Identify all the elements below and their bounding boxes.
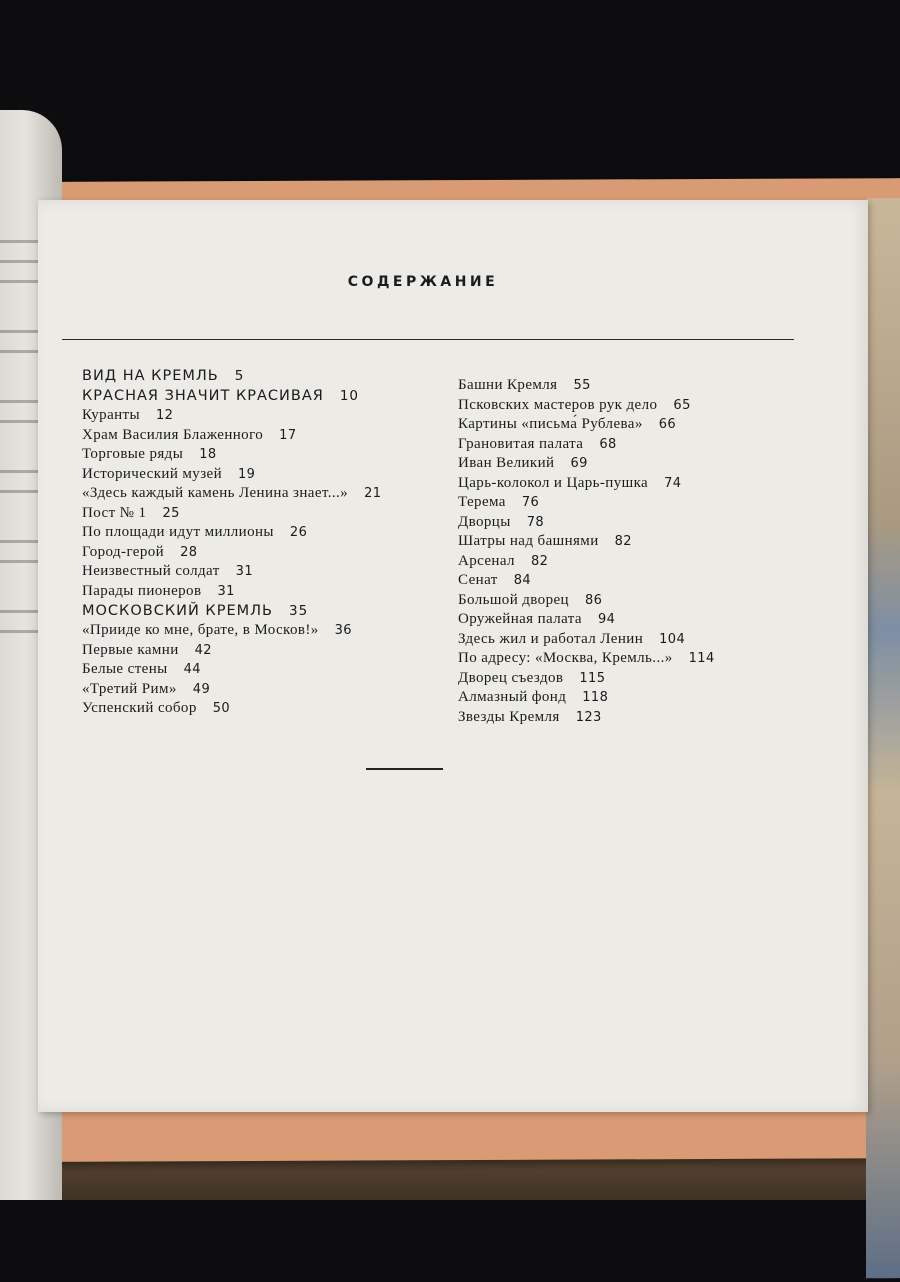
- toc-entry-page: 78: [526, 514, 545, 530]
- toc-entry-title: Арсенал: [458, 552, 515, 569]
- toc-entry: [82, 484, 381, 504]
- toc-entry-title: Здесь жил и работал Ленин: [458, 630, 644, 647]
- toc-entry-title: Дворец съездов: [458, 669, 564, 686]
- toc-entry: [458, 669, 715, 689]
- toc-entry-page: 55: [573, 378, 591, 393]
- title-rule: [62, 339, 794, 340]
- toc-entry-title: МОСКОВСКИЙ КРЕМЛЬ: [82, 603, 273, 619]
- toc-entry: [458, 571, 715, 591]
- toc-entry: [458, 415, 715, 435]
- toc-entry: [82, 386, 381, 406]
- toc-entry: [82, 406, 381, 426]
- toc-entry-page: 69: [570, 456, 588, 471]
- toc-entry: [82, 562, 381, 582]
- contents-page: [38, 200, 868, 1112]
- toc-entry-title: ВИД НА КРЕМЛЬ: [82, 368, 219, 384]
- toc-entry-page: 25: [162, 505, 180, 521]
- toc-entry-page: 26: [289, 525, 308, 540]
- toc-entry-title: Терема: [458, 494, 506, 510]
- toc-entry-page: 114: [688, 651, 715, 666]
- toc-entry: [458, 708, 715, 728]
- toc-entry-title: Большой дворец: [458, 591, 569, 608]
- toc-entry: [458, 376, 715, 396]
- toc-entry-page: 66: [658, 417, 677, 432]
- toc-entry-page: 12: [156, 408, 174, 423]
- toc-entry-title: Грановитая палата: [458, 435, 584, 452]
- toc-entry-title: Звезды Кремля: [458, 708, 560, 725]
- toc-entry: [82, 543, 381, 563]
- toc-entry-page: 123: [575, 709, 602, 725]
- toc-entry-page: 86: [584, 592, 603, 608]
- cover-edge: [866, 198, 900, 1278]
- toc-entry: [458, 493, 715, 513]
- toc-entry-page: 104: [659, 631, 686, 647]
- toc-entry-title: Первые камни: [82, 641, 179, 658]
- toc-entry-title: КРАСНАЯ ЗНАЧИТ КРАСИВАЯ: [82, 388, 324, 404]
- toc-entry: [82, 621, 381, 641]
- toc-entry-title: Алмазный фонд: [458, 689, 567, 705]
- toc-entry-page: 94: [598, 612, 616, 627]
- toc-entry-title: Парады пионеров: [82, 582, 202, 599]
- toc-entry-title: Сенат: [458, 572, 498, 588]
- toc-entry: [458, 396, 715, 416]
- toc-entry: [458, 649, 715, 669]
- toc-entry-page: 28: [180, 544, 198, 560]
- toc-entry: [458, 610, 715, 630]
- toc-column-right: [458, 376, 715, 727]
- toc-entry: [458, 435, 715, 455]
- toc-entry-page: 50: [212, 701, 231, 716]
- toc-entry-title: Дворцы: [458, 513, 511, 530]
- toc-entry-title: Успенский собор: [82, 700, 197, 716]
- toc-entry-page: 65: [673, 397, 691, 413]
- toc-entry-title: Пост № 1: [82, 504, 147, 521]
- toc-entry-title: Псковских мастеров рук дело: [458, 396, 658, 413]
- toc-entry-title: Исторический музей: [82, 465, 223, 482]
- toc-entry: [458, 688, 715, 708]
- toc-entry: [82, 523, 381, 543]
- toc-entry-page: 17: [279, 427, 297, 443]
- page-title: СОДЕРЖАНИЕ: [347, 274, 499, 290]
- toc-entry: [82, 582, 381, 602]
- toc-entry-title: Храм Василия Блаженного: [82, 426, 264, 443]
- toc-entry: [458, 552, 715, 572]
- toc-entry-page: 74: [664, 475, 682, 491]
- toc-entry: [458, 474, 715, 494]
- toc-entry-title: Оружейная палата: [458, 611, 582, 627]
- toc-entry-page: 36: [334, 623, 352, 638]
- toc-entry-page: 35: [289, 603, 309, 619]
- toc-entry: [458, 591, 715, 611]
- toc-entry-title: По площади идут миллионы: [82, 524, 274, 540]
- toc-entry-page: 18: [199, 447, 217, 462]
- toc-entry: [82, 641, 381, 661]
- toc-entry: [82, 366, 381, 386]
- toc-entry-title: Неизвестный солдат: [82, 563, 220, 579]
- toc-entry-page: 82: [530, 553, 549, 569]
- toc-entry-title: Царь-колокол и Царь-пушка: [458, 474, 649, 491]
- toc-entry-page: 21: [364, 486, 382, 501]
- toc-entry: [458, 532, 715, 552]
- toc-entry-title: Иван Великий: [458, 455, 555, 471]
- toc-entry: [82, 445, 381, 465]
- toc-entry: [458, 630, 715, 650]
- toc-entry: [458, 454, 715, 474]
- toc-entry-title: Картины «письма́ Рублева»: [458, 416, 643, 432]
- toc-entry-page: 5: [234, 368, 245, 384]
- toc-entry-page: 49: [192, 681, 211, 697]
- toc-entry: [82, 699, 381, 719]
- toc-entry-title: «Здесь каждый камень Ленина знает...»: [82, 485, 349, 501]
- toc-entry: [82, 465, 381, 485]
- toc-entry-title: Город-герой: [82, 543, 165, 560]
- toc-entry: [82, 680, 381, 700]
- end-rule: [366, 768, 443, 770]
- toc-entry-title: Белые стены: [82, 661, 168, 677]
- toc-entry-page: 10: [339, 388, 360, 404]
- toc-entry-title: Шатры над башнями: [458, 533, 599, 549]
- toc-entry-page: 68: [599, 436, 617, 452]
- toc-entry-title: По адресу: «Москва, Кремль...»: [458, 650, 673, 666]
- toc-entry-page: 82: [614, 534, 632, 549]
- toc-entry-page: 44: [183, 662, 201, 677]
- toc-entry-title: Куранты: [82, 407, 140, 423]
- toc-entry: [82, 504, 381, 524]
- toc-entry-page: 76: [521, 495, 540, 510]
- toc-entry: [458, 513, 715, 533]
- toc-entry-page: 115: [579, 670, 606, 686]
- toc-column-left: [82, 366, 381, 719]
- toc-entry-title: Торговые ряды: [82, 446, 184, 462]
- toc-entry-page: 84: [513, 573, 532, 588]
- toc-entry: [82, 660, 381, 680]
- toc-entry: [82, 601, 381, 621]
- toc-entry-page: 31: [217, 583, 235, 599]
- toc-entry-title: «Прииде ко мне, брате, в Москов!»: [82, 622, 319, 638]
- toc-entry-page: 118: [582, 690, 609, 705]
- toc-entry-page: 31: [235, 564, 254, 579]
- toc-entry: [82, 426, 381, 446]
- toc-entry-title: Башни Кремля: [458, 377, 558, 393]
- toc-entry-page: 19: [238, 466, 256, 482]
- toc-entry-page: 42: [194, 642, 212, 658]
- toc-entry-title: «Третий Рим»: [82, 680, 177, 697]
